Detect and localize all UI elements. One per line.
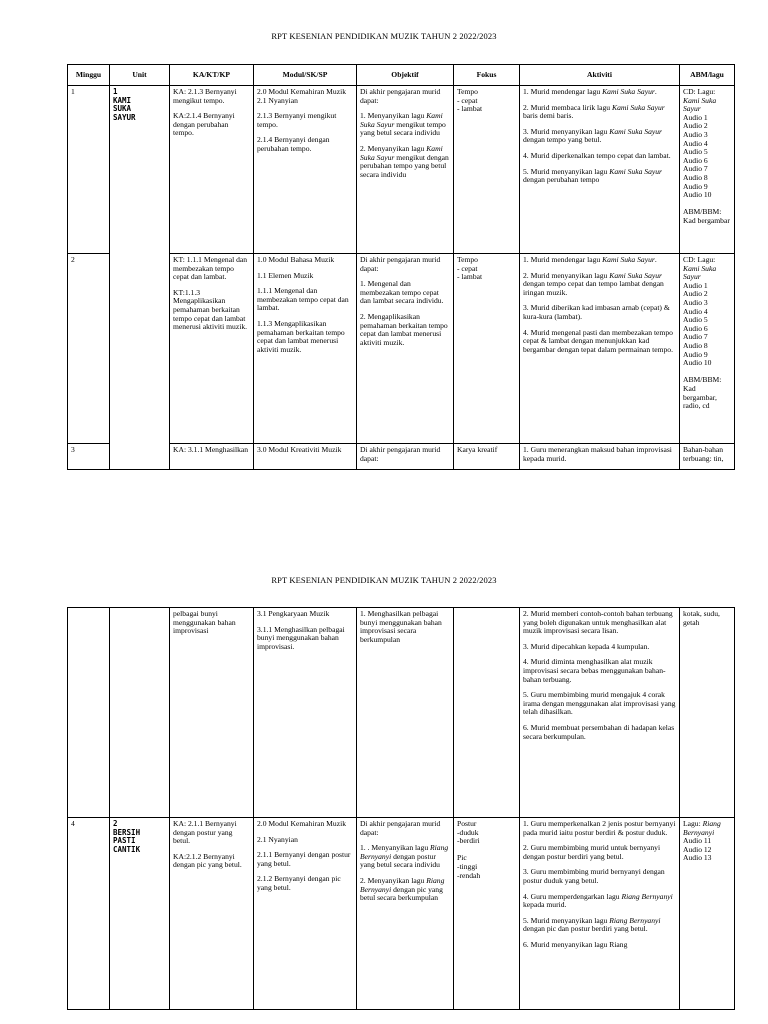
unit-line: SAYUR — [113, 112, 136, 122]
unit-cell — [110, 608, 170, 818]
ka-line: pelbagai bunyi menggunakan bahan improvisasi — [173, 609, 236, 636]
column-header: Unit — [110, 65, 170, 86]
modul-line: 1.0 Modul Bahasa Muzik — [257, 255, 335, 264]
fokus-line: - lambat — [457, 104, 483, 114]
ka-cell — [170, 86, 254, 254]
modul-cell — [254, 254, 357, 444]
abm-line: Audio 1 — [683, 112, 708, 122]
abm-line: Audio 8 — [683, 172, 708, 182]
aktiviti-line: 2. Murid membaca lirik lagu Kami Suka Sayur baris demi baris. — [523, 102, 665, 121]
fokus-cell — [454, 254, 520, 444]
abm-line: Audio 3 — [683, 129, 708, 139]
aktiviti-line: 6. Murid membuat persembahan di hadapan kelas secara berkumpulan. — [523, 722, 675, 741]
abm-line: Audio 13 — [683, 853, 712, 863]
fokus-line: -tinggi — [457, 861, 478, 871]
aktiviti-line: 5. Murid menyanyikan lagu Riang Bernyanyi dengan pic dan postur berdiri yang betul. — [523, 915, 661, 934]
aktiviti-line: 4. Guru memperdengarkan lagu Riang Bernyanyi kepada murid. — [523, 891, 673, 910]
objektif-cell — [357, 254, 454, 444]
modul-line: 3.0 Modul Kreativiti Muzik — [257, 445, 342, 454]
page-title: RPT KESENIAN PENDIDIKAN MUZIK TAHUN 2 2022/2023 — [271, 31, 497, 41]
abm-line: Lagu: Riang Bernyanyi — [683, 819, 721, 837]
column-header: Minggu — [68, 65, 110, 86]
abm-line: Audio 12 — [683, 844, 712, 854]
column-header: Fokus — [454, 65, 520, 86]
modul-line: 2.0 Modul Kemahiran Muzik 2.1 Nyanyian — [257, 87, 347, 105]
aktiviti-line: 6. Murid menyanyikan lagu Riang — [523, 939, 628, 949]
ka-line: KA:2.1.2 Bernyanyi dengan pic yang betul. — [173, 851, 242, 870]
objektif-line: Di akhir pengajaran murid dapat: — [360, 819, 441, 837]
ka-cell — [170, 444, 254, 470]
abm-line: CD: Lagu: Kami Suka Sayur — [683, 255, 717, 282]
objektif-cell — [357, 608, 454, 818]
rpt-table-page-1 — [67, 64, 735, 470]
abm-line: Audio 5 — [683, 147, 708, 157]
column-header: ABM/lagu — [680, 65, 735, 86]
abm-line: Audio 1 — [683, 280, 708, 290]
ka-line: KT: 1.1.1 Mengenal dan membezakan tempo cepat dan lambat. — [173, 255, 248, 282]
aktiviti-line: 2. Murid memberi contoh-contoh bahan terbuang yang boleh digunakan untuk menghasilkan alat muzik improvisasi secara lisan. — [523, 609, 673, 636]
rpt-table-page-2 — [67, 607, 735, 1010]
aktiviti-line: 3. Guru membimbing murid bernyanyi dengan postur duduk yang betul. — [523, 867, 665, 885]
modul-line: 2.1.1 Bernyanyi dengan postur yang betul. — [257, 850, 351, 868]
minggu-cell: 4 — [68, 818, 110, 1010]
aktiviti-cell — [520, 254, 680, 444]
abm-line: Audio 6 — [683, 155, 708, 165]
fokus-line: - cepat — [457, 263, 478, 273]
aktiviti-line: 1. Guru memperkenalkan 2 jenis postur bernyanyi pada murid iaitu postur berdiri & postur duduk. — [523, 819, 676, 837]
aktiviti-line: 4. Murid mengenal pasti dan membezakan tempo cepat & lambat dengan menunjukkan kad bergambar dengan tepat dalam permainan tempo. — [523, 327, 673, 354]
fokus-line: Tempo — [457, 255, 478, 264]
abm-cell — [680, 608, 735, 818]
abm-line: Audio 9 — [683, 349, 708, 359]
objektif-line: 2. Menyanyikan lagu Kami Suka Sayur mengikut dengan perubahan tempo yang betul secara individu — [360, 143, 449, 179]
table-body — [68, 608, 735, 1010]
aktiviti-cell — [520, 818, 680, 1010]
fokus-line: - lambat — [457, 272, 483, 282]
aktiviti-line: 1. Guru menerangkan maksud bahan improvisasi kepada murid. — [523, 445, 672, 463]
fokus-line: - cepat — [457, 95, 478, 105]
fokus-line: -rendah — [457, 870, 481, 880]
objektif-line: 1. Menyanyikan lagu Kami Suka Sayur mengikut tempo yang betul secara individu — [360, 111, 446, 138]
objektif-line: 1. Mengenal dan membezakan tempo cepat dan lambat secara individu. — [360, 279, 444, 306]
abm-cell — [680, 444, 735, 470]
modul-line: 1.1 Elemen Muzik — [257, 270, 314, 280]
minggu-cell: 2 — [68, 254, 110, 444]
aktiviti-line: 1. Murid mendengar lagu Kami Suka Sayur. — [523, 87, 657, 96]
column-header: Modul/SK/SP — [254, 65, 357, 86]
abm-line: Audio 4 — [683, 306, 708, 316]
modul-cell — [254, 86, 357, 254]
aktiviti-line: 3. Murid menyanyikan lagu Kami Suka Sayur dengan tempo yang betul. — [523, 126, 662, 145]
abm-line: Audio 7 — [683, 164, 708, 174]
modul-cell — [254, 608, 357, 818]
header-row — [68, 65, 735, 86]
modul-line: 1.1.3 Mengaplikasikan pemahaman berkaitan tempo cepat dan lambat menerusi aktiviti muzik. — [257, 318, 345, 354]
unit-line: KAMI — [113, 95, 132, 105]
abm-line: Audio 10 — [683, 190, 712, 200]
table-row — [68, 608, 735, 818]
aktiviti-line: 3. Murid diberikan kad imbasan arnab (cepat) & kura-kura (lambat). — [523, 303, 670, 321]
fokus-cell — [454, 818, 520, 1010]
objektif-line: Di akhir pengajaran murid dapat: — [360, 87, 441, 105]
table-row — [68, 818, 735, 1010]
ka-cell — [170, 254, 254, 444]
abm-line: ABM/BBM: Kad bergambar, radio, cd — [683, 375, 722, 411]
abm-line: Audio 11 — [683, 836, 712, 846]
modul-line: 2.1.2 Bernyanyi dengan pic yang betul. — [257, 874, 341, 892]
abm-line: Audio 2 — [683, 121, 708, 131]
modul-cell — [254, 444, 357, 470]
abm-line: CD: Lagu: Kami Suka Sayur — [683, 87, 717, 114]
fokus-cell — [454, 86, 520, 254]
unit-line: BERSIH — [113, 827, 141, 837]
objektif-line: 1. . Menyanyikan lagu Riang Bernyanyi dengan postur yang betul secara individu — [360, 843, 449, 870]
unit-line: 1 — [113, 87, 118, 96]
modul-line: 2.0 Modul Kemahiran Muzik — [257, 819, 347, 828]
objektif-cell — [357, 444, 454, 470]
table-row — [68, 86, 735, 254]
objektif-line: Di akhir pengajaran murid dapat: — [360, 255, 441, 273]
ka-cell — [170, 818, 254, 1010]
objektif-line: 2. Menyanyikan lagu Riang Bernyanyi dengan pic yang betul secara berkumpulan — [360, 875, 445, 903]
abm-line: Audio 8 — [683, 340, 708, 350]
aktiviti-line: 1. Murid mendengar lagu Kami Suka Sayur. — [523, 255, 657, 264]
minggu-cell: 3 — [68, 444, 110, 470]
fokus-line: Postur — [457, 819, 477, 828]
objektif-cell — [357, 86, 454, 254]
objektif-line: 2. Mengaplikasikan pemahaman berkaitan tempo cepat dan lambat menerusi aktiviti muzik. — [360, 311, 448, 347]
abm-cell — [680, 86, 735, 254]
objektif-cell — [357, 818, 454, 1010]
fokus-cell — [454, 444, 520, 470]
unit-cell — [110, 818, 170, 1010]
aktiviti-line: 2. Guru membimbing murid untuk bernyanyi dengan postur berdiri yang betul. — [523, 843, 661, 861]
fokus-line: -berdiri — [457, 836, 480, 846]
ka-line: KT:1.1.3 Mengaplikasikan pemahaman berkaitan tempo cepat dan lambat menerusi aktiviti muzik. — [173, 287, 248, 332]
fokus-line: -duduk — [457, 827, 479, 837]
modul-line: 3.1 Pengkaryaan Muzik — [257, 609, 330, 618]
unit-line: PASTI — [113, 836, 136, 846]
table-row — [68, 444, 735, 470]
modul-cell — [254, 818, 357, 1010]
fokus-line: Pic — [457, 853, 467, 863]
abm-line: Audio 7 — [683, 332, 708, 342]
modul-line: 2.1.3 Bernyanyi mengikut tempo. — [257, 111, 337, 129]
ka-cell — [170, 608, 254, 818]
aktiviti-line: 4. Murid diminta menghasilkan alat muzik improvisasi secara bebas menggunakan bahan-bahan terbuang. — [523, 657, 666, 684]
abm-line: Audio 4 — [683, 138, 708, 148]
table-row — [68, 254, 735, 444]
ka-line: KA: 3.1.1 Menghasilkan — [173, 445, 249, 454]
abm-line: Audio 2 — [683, 289, 708, 299]
unit-cell — [110, 86, 170, 254]
abm-line: kotak, sudu, getah — [683, 609, 720, 627]
aktiviti-cell — [520, 608, 680, 818]
minggu-cell: 1 — [68, 86, 110, 254]
aktiviti-line: 5. Guru membimbing murid mengajuk 4 corak irama dengan menggunakan alat improvisasi yang telah dihasilkan. — [523, 690, 676, 717]
ka-line: KA: 2.1.1 Bernyanyi dengan postur yang betul. — [173, 819, 237, 846]
modul-line: 3.1.1 Menghasilkan pelbagai bunyi menggunakan bahan improvisasi. — [257, 624, 345, 651]
objektif-line: 1. Menghasilkan pelbagai bunyi menggunakan bahan improvisasi secara berkumpulan — [360, 609, 442, 644]
ka-line: KA:2.1.4 Bernyanyi dengan perubahan tempo. — [173, 111, 235, 138]
aktiviti-line: 4. Murid diperkenalkan tempo cepat dan lambat. — [523, 150, 671, 160]
modul-line: 2.1.4 Bernyanyi dengan perubahan tempo. — [257, 135, 330, 153]
abm-line: Audio 5 — [683, 315, 708, 325]
abm-cell — [680, 254, 735, 444]
aktiviti-cell — [520, 86, 680, 254]
abm-line: Audio 10 — [683, 358, 712, 368]
abm-cell — [680, 818, 735, 1010]
table-body — [68, 86, 735, 470]
column-header: Objektif — [357, 65, 454, 86]
abm-line: Bahan-bahan terbuang: tin, — [683, 445, 724, 463]
unit-line: CANTIK — [113, 844, 141, 854]
abm-line: Audio 3 — [683, 297, 708, 307]
page-title: RPT KESENIAN PENDIDIKAN MUZIK TAHUN 2 2022/2023 — [271, 575, 497, 585]
fokus-line: Tempo — [457, 87, 478, 96]
fokus-line: Karya kreatif — [457, 445, 498, 454]
aktiviti-cell — [520, 444, 680, 470]
unit-cell — [110, 254, 170, 444]
modul-line: 1.1.1 Mengenal dan membezakan tempo cepat dan lambat. — [257, 286, 349, 313]
ka-line: KA: 2.1.3 Bernyanyi mengikut tempo. — [173, 87, 237, 105]
unit-line: SUKA — [113, 104, 132, 114]
unit-cell — [110, 444, 170, 470]
objektif-line: Di akhir pengajaran murid dapat: — [360, 445, 441, 463]
modul-line: 2.1 Nyanyian — [257, 834, 298, 844]
column-header: Aktiviti — [520, 65, 680, 86]
unit-line: 2 — [113, 819, 118, 828]
abm-line: ABM/BBM: Kad bergambar — [683, 207, 730, 225]
fokus-cell — [454, 608, 520, 818]
abm-line: Audio 9 — [683, 181, 708, 191]
aktiviti-line: 3. Murid dipecahkan kepada 4 kumpulan. — [523, 641, 650, 651]
abm-line: Audio 6 — [683, 323, 708, 333]
minggu-cell — [68, 608, 110, 818]
column-header: KA/KT/KP — [170, 65, 254, 86]
aktiviti-line: 2. Murid menyanyikan lagu Kami Suka Sayur dengan tempo cepat dan tempo lambat dengan iringan muzik. — [523, 270, 664, 297]
aktiviti-line: 5. Murid menyanyikan lagu Kami Suka Sayur dengan perubahan tempo — [523, 166, 662, 185]
